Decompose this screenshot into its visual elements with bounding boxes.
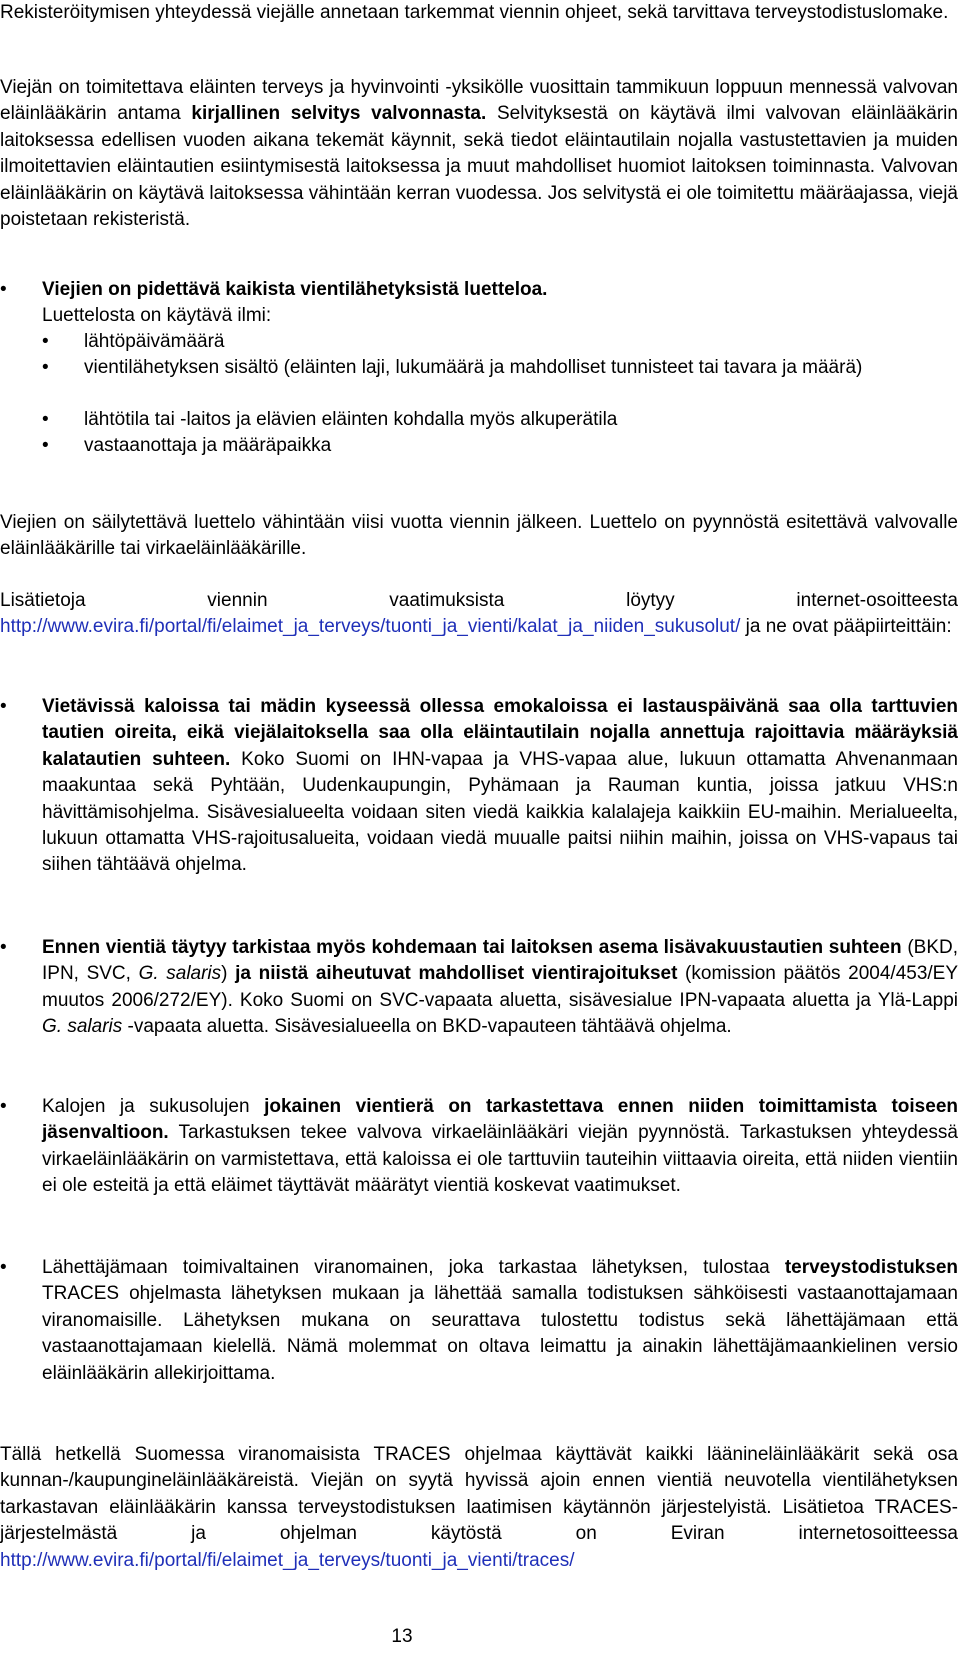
bullet-dot-icon: •	[42, 409, 49, 430]
bullet-dot-icon: •	[0, 937, 7, 958]
annual-report-bold: kirjallinen selvitys valvonnasta.	[191, 103, 487, 125]
bullet-dot-icon: •	[0, 696, 7, 717]
bullet-dot-icon: •	[0, 1257, 7, 1278]
certificate-bold: terveystodistuksen	[784, 1257, 958, 1278]
list-item-text: lähtötila tai -laitos ja elävien eläinten kohdalla myös alkuperätila	[84, 409, 618, 430]
paragraph-more-info-line1	[0, 588, 958, 614]
list-retention-text: Viejien on säilytettävä luettelo vähintään viisi vuotta viennin jälkeen. Luettelo on pyynnöstä esitettävä valvovalle eläinlääkärille tai virkaeläinlääkärille.	[0, 512, 958, 560]
certificate-text-2: TRACES ohjelmasta lähetyksen mukaan ja lähettää samalla todistuksen sähköisesti vastaanottajamaan viranomaisille. Lähetyksen mukana on seurattava tulostettu todistus sekä lähettäjämaan että vastaanottajamaan kielellä. Nämä molemmat on oltava leimattu ja ainakin lähettäjämaankielinen versio eläinlääkärin allekirjoittama.	[42, 1283, 958, 1384]
bullet-dot-icon: •	[42, 331, 49, 352]
list-item-text: lähtöpäivämäärä	[84, 331, 225, 352]
paragraph-traces	[0, 1442, 958, 1574]
inspection-text-1: Kalojen ja sukusolujen	[42, 1096, 265, 1117]
bullet-dot-icon: •	[0, 279, 7, 300]
no-symptoms-text: Koko Suomi on IHN-vapaa ja VHS-vapaa alue, lukuun ottamatta Ahvenanmaan maakuntaa sekä Pyhtään, Uudenkaupungin, Pyhämaan ja Rauman kuntia, joissa jatkuu VHS:n hävittämisohjelma. Sisävesialueelta voidaan siten viedä kaikkia kalalajeja kaikkiin EU-maihin. Merialueelta, lukuun ottamatta VHS-rajoitusalueita, voidaan viedä muualle paitsi niihin maihin, joissa on VHS-vapaus tai siihen tähtäävä ohjelma.	[42, 748, 958, 876]
page-number: 13	[391, 1626, 413, 1647]
inspection-bold: jokainen vientierä on tarkastettava ennen niiden toimittamista toiseen jäsenvaltioon.	[42, 1096, 958, 1144]
destination-status-text-3: (komission päätös 2004/453/EY muutos 2006/272/EY). Koko Suomi on SVC-vapaata aluetta, sisävesialue IPN-vapaata aluetta ja Ylä-Lappi	[42, 963, 959, 1011]
paragraph-list-retention	[0, 510, 958, 563]
destination-status-bold: Ennen vientiä täytyy tarkistaa myös kohdemaan tai laitoksen asema lisävakuustautien suhteen	[42, 937, 902, 958]
list-item-text: vientilähetyksen sisältö (eläinten laji, lukumäärä ja mahdolliset tunnisteet tai tavara ja määrä)	[84, 357, 863, 378]
bullet-health-certificate-body	[42, 1255, 958, 1387]
bullet-dot-icon: •	[0, 1096, 7, 1117]
list-intro: Luettelosta on käytävä ilmi:	[42, 305, 272, 327]
paragraph-registration	[0, 0, 958, 26]
bullet-shipment-list-body	[42, 277, 958, 330]
more-info-text: Lisätietoja viennin vaatimuksista löytyy internet-osoitteesta	[0, 590, 958, 611]
evira-fish-export-link[interactable]: http://www.evira.fi/portal/fi/elaimet_ja_terveys/tuonti_ja_vienti/kalat_ja_niiden_sukusolut/	[0, 616, 741, 637]
no-symptoms-bold: Vietävissä kaloissa tai mädin kyseessä ollessa emokaloissa ei lastauspäivänä saa olla tarttuvien tautien oireita, eikä viejälaitoksella saa olla eläintautilain nojalla annettuja rajoittavia määräyksiä kalatautien suhteen.	[42, 696, 958, 770]
destination-status-text-2: )	[221, 963, 236, 985]
paragraph-registration-text: Rekisteröitymisen yhteydessä viejälle annetaan tarkemmat viennin ohjeet, sekä tarvittava terveystodistuslomake.	[0, 2, 949, 23]
evira-traces-link[interactable]: http://www.evira.fi/portal/fi/elaimet_ja_terveys/tuonti_ja_vienti/traces/	[0, 1549, 575, 1571]
bullet-destination-status-body	[42, 935, 958, 1041]
bullet-no-symptoms-body	[42, 694, 958, 879]
species-name-italic: G. salaris	[138, 963, 222, 985]
more-info-tail: ja ne ovat pääpiirteittäin:	[740, 616, 952, 637]
bullet-dot-icon: •	[42, 357, 49, 378]
certificate-text-1: Lähettäjämaan toimivaltainen viranomainen, joka tarkastaa lähetyksen, tulostaa	[42, 1257, 785, 1278]
shipment-list-heading: Viejien on pidettävä kaikista vientilähetyksistä luetteloa.	[42, 279, 548, 300]
annual-report-text-c: Selvityksestä on käytävä ilmi valvovan eläinlääkärin laitoksessa edellisen vuoden aikana tekemät käynnit, sekä tiedot eläintautilain nojalla vastustettavien ja muiden ilmoitettavien eläintautien esiintymisestä laitoksessa ja muut mahdolliset huomiot laitoksen toiminnasta. Valvovan eläinlääkärin on käytävä laitoksessa vähintään kerran vuodessa. Jos selvitystä ei ole toimitettu määräajassa, viejä poistetaan rekisteristä.	[0, 103, 958, 231]
paragraph-annual-report	[0, 75, 958, 233]
list-item-text: vastaanottaja ja määräpaikka	[84, 435, 332, 456]
bullet-inspection-body	[42, 1094, 958, 1200]
bullet-dot-icon: •	[42, 435, 49, 456]
inspection-text-2: Tarkastuksen tekee valvova virkaeläinlääkäri viejän pyynnöstä. Tarkastuksen yhteydessä virkaeläinlääkärin on varmistettava, että kaloissa ei ole tarttuviin tauteihin viittaavia oireita, että niiden vientiin ei ole esteitä ja että eläimet täyttävät määrätyt vientiä koskevat vaatimukset.	[42, 1122, 958, 1197]
annual-report-text-a: Viejän on toimitettava eläinten terveys ja hyvinvointi -yksikölle vuosittain tammikuun loppuun mennessä valvovan eläinlääkärin antama	[0, 77, 958, 125]
species-name-italic: G. salaris	[42, 1016, 123, 1038]
traces-text: Tällä hetkellä Suomessa viranomaisista TRACES ohjelmaa käyttävät kaikki läänineläinlääkärit sekä osa kunnan-/kaupungineläinlääkäreistä. Viejän on syytä hyvissä ajoin ennen vientiä neuvotella vientilähetyksen tarkastavan eläinlääkärin kanssa terveystodistuksen laatimisen käytännön järjestelyistä. Lisätietoa TRACES-järjestelmästä ja ohjelman käytöstä on Eviran internetosoitteessa	[0, 1444, 958, 1545]
destination-status-text-1: (BKD, IPN, SVC,	[42, 937, 959, 985]
export-restrictions-bold: ja niistä aiheutuvat mahdolliset vientirajoitukset	[235, 963, 678, 985]
paragraph-more-info-line2	[0, 614, 958, 640]
destination-status-text-4: -vapaata aluetta. Sisävesialueella on BKD-vapauteen tähtäävä ohjelma.	[122, 1016, 732, 1038]
